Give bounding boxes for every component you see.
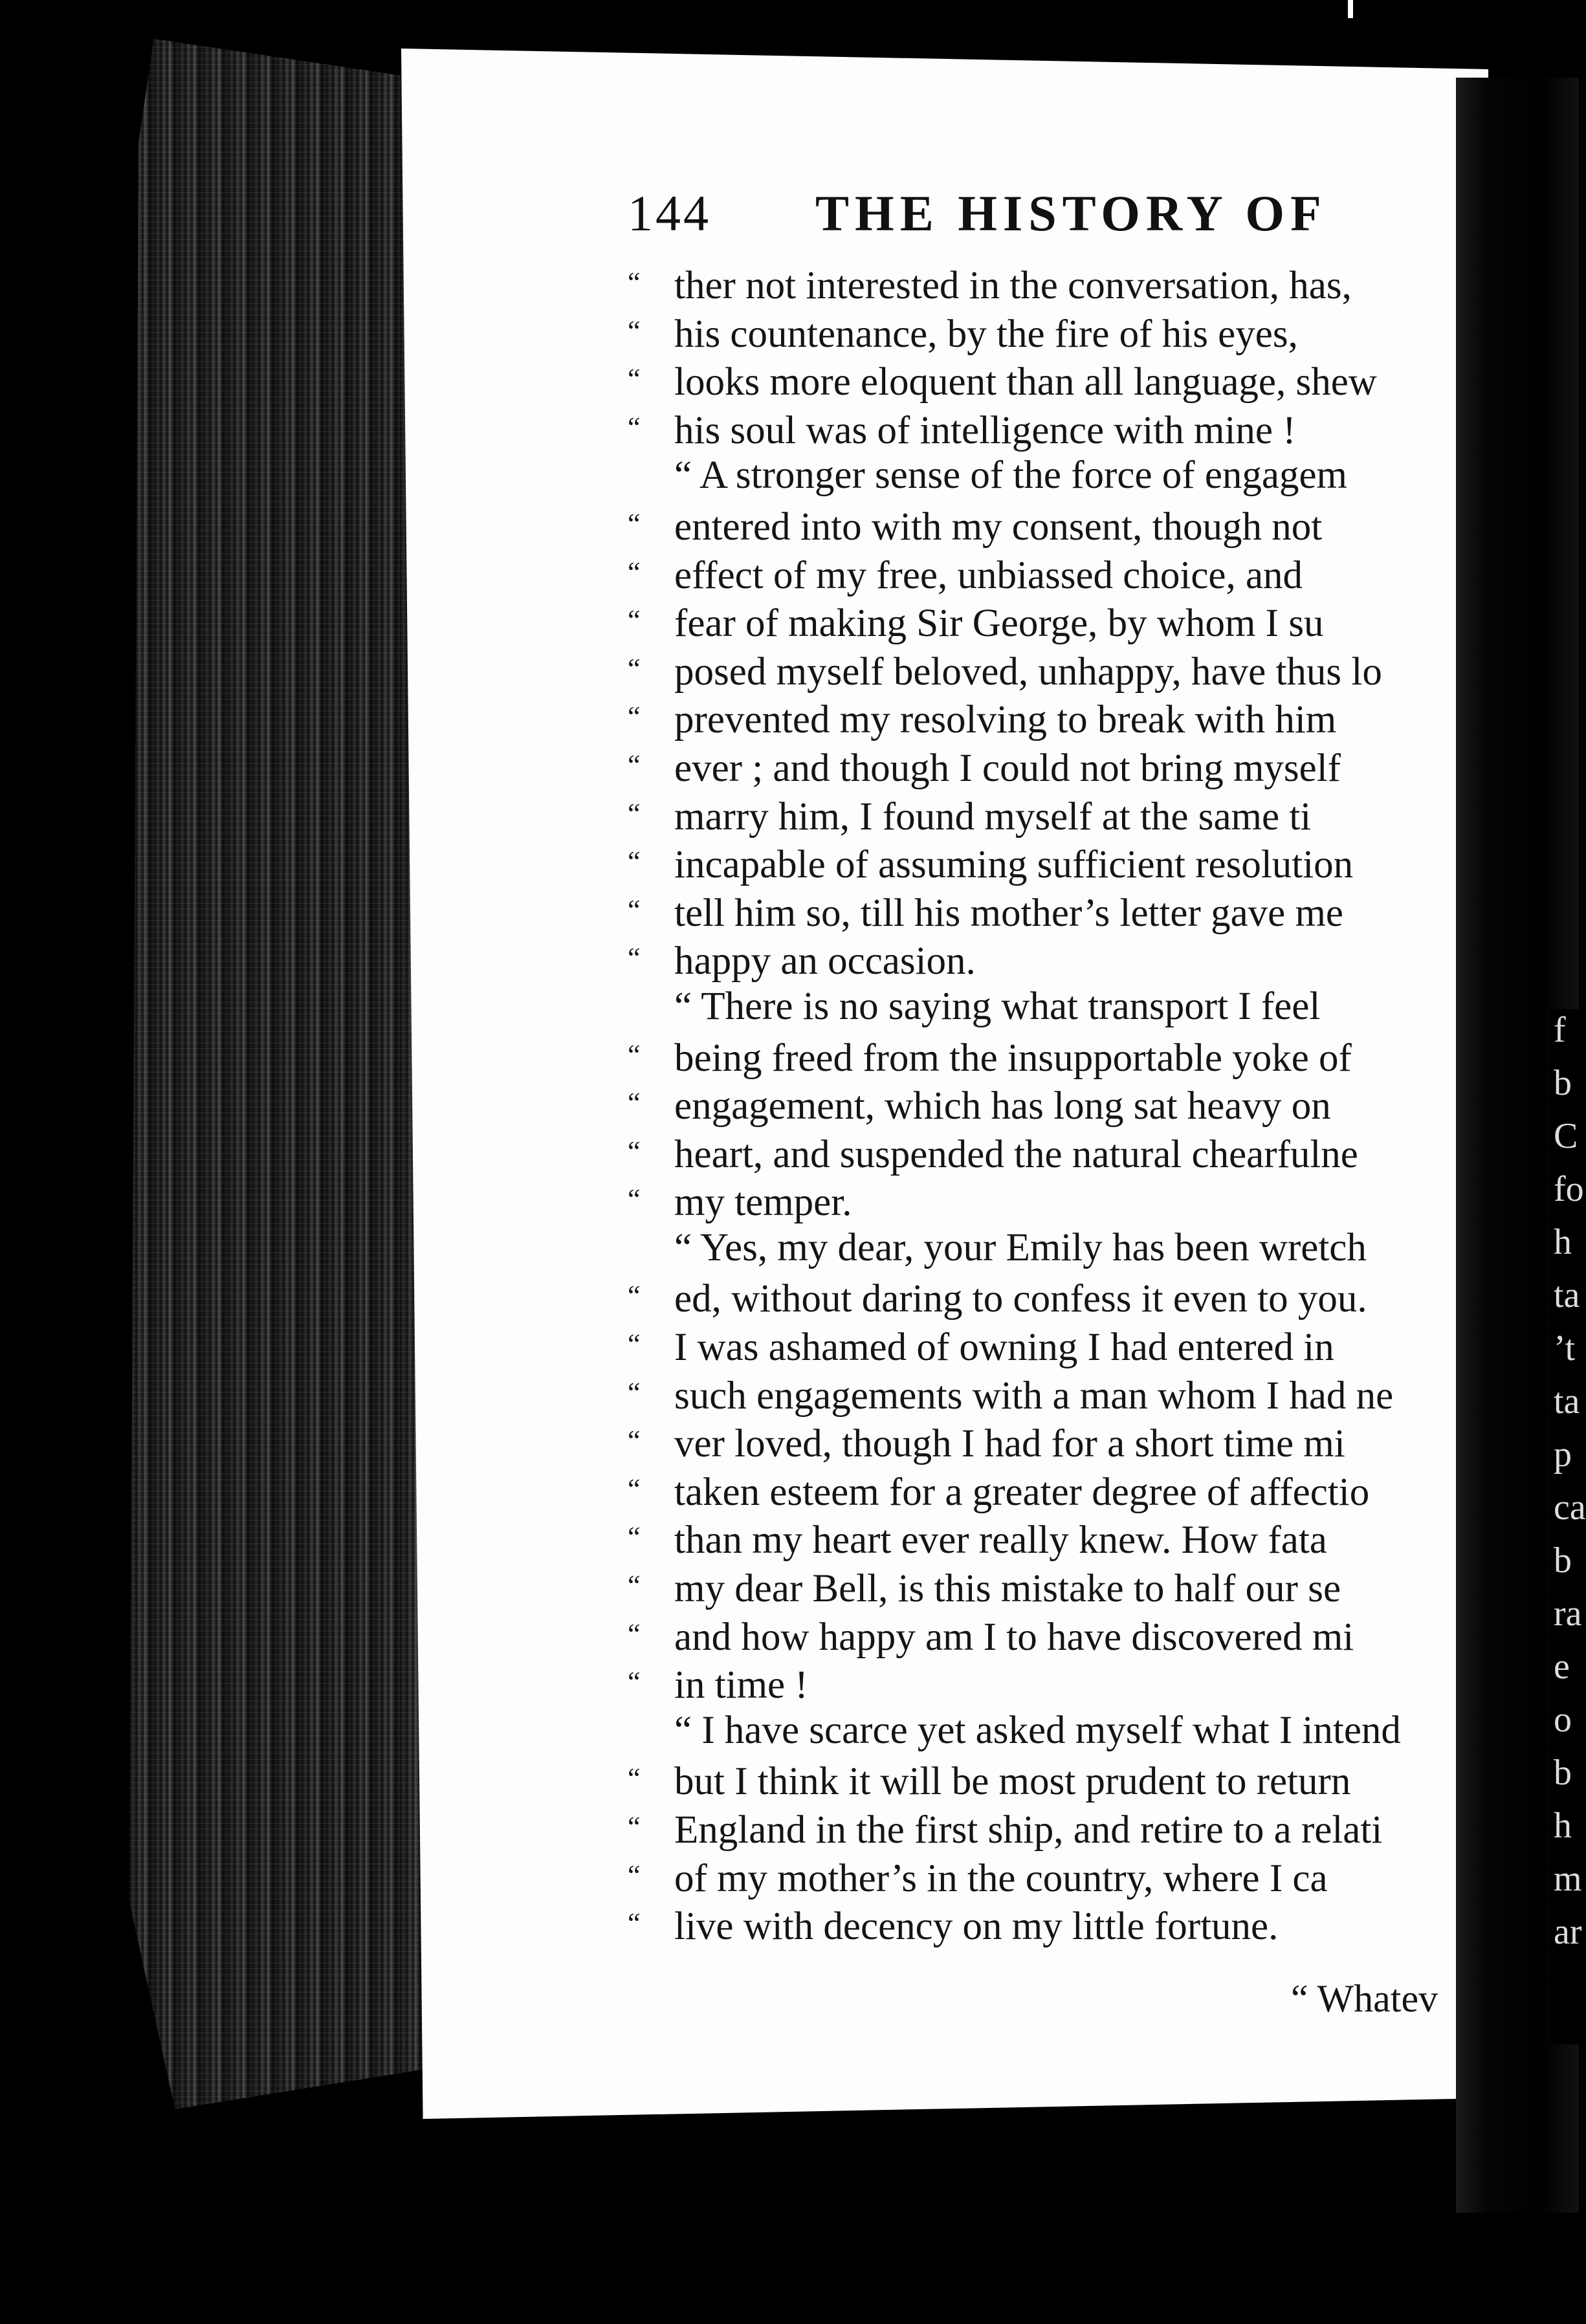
text-line	[628, 1417, 1488, 1465]
facing-fragment: ta	[1554, 1275, 1580, 1315]
text-line	[628, 1176, 1488, 1224]
quote-mark: “	[628, 1907, 641, 1940]
text-line	[628, 1707, 1488, 1755]
quote-mark: “	[628, 1280, 641, 1312]
line-text: of my mother’s in the country, where I ca	[674, 1856, 1328, 1900]
text-line	[628, 1852, 1488, 1900]
text-line	[628, 645, 1488, 694]
text-line	[628, 790, 1488, 839]
facing-fragment: m	[1554, 1859, 1582, 1899]
text-line	[628, 934, 1488, 983]
facing-fragment: C	[1554, 1116, 1578, 1156]
line-text: in time !	[674, 1663, 808, 1707]
line-text: effect of my free, unbiassed choice, and	[674, 553, 1303, 597]
line-text: such engagements with a man whom I had ne	[674, 1374, 1394, 1418]
text-line	[628, 1128, 1488, 1176]
line-text: heart, and suspended the natural chearfulne	[674, 1132, 1358, 1176]
line-text: taken esteem for a greater degree of affectio	[674, 1470, 1370, 1514]
text-line	[628, 1755, 1488, 1803]
text-line	[628, 1079, 1488, 1128]
text-line	[628, 1224, 1488, 1273]
facing-fragment: o	[1554, 1700, 1572, 1740]
line-text: “ Yes, my dear, your Emily has been wretch	[674, 1225, 1367, 1269]
line-text: England in the first ship, and retire to a relati	[674, 1808, 1383, 1852]
facing-fragment: f	[1554, 1010, 1566, 1050]
facing-fragment: h	[1554, 1222, 1572, 1262]
line-text: his countenance, by the fire of his eyes,	[674, 312, 1298, 356]
text-line	[628, 1803, 1488, 1852]
line-text: live with decency on my little fortune.	[674, 1905, 1279, 1949]
line-text: “ There is no saying what transport I feel	[674, 984, 1321, 1028]
line-text: his soul was of intelligence with mine !	[674, 408, 1296, 452]
line-text: posed myself beloved, unhappy, have thus lo	[674, 650, 1382, 694]
text-line	[628, 500, 1488, 549]
line-text: prevented my resolving to break with him	[674, 698, 1337, 742]
page-edges	[129, 39, 434, 2109]
quote-mark: “	[628, 556, 641, 588]
line-text: than my heart ever really knew. How fata	[674, 1518, 1327, 1562]
line-text: “ A stronger sense of the force of engagem	[674, 454, 1348, 498]
quote-mark: “	[628, 942, 641, 974]
facing-page-edge	[1550, 1009, 1586, 2044]
line-text: but I think it will be most prudent to return	[674, 1760, 1351, 1804]
quote-mark: “	[628, 701, 641, 733]
facing-fragment: e	[1554, 1647, 1570, 1687]
line-text: tell him so, till his mother’s letter gave me	[674, 891, 1343, 935]
quote-mark: “	[628, 1617, 641, 1650]
line-text: looks more eloquent than all language, shew	[674, 360, 1377, 404]
running-title: THE HISTORY OF	[815, 185, 1327, 241]
scan-speck	[1348, 0, 1353, 18]
line-text: I was ashamed of owning I had entered in	[674, 1326, 1334, 1370]
line-text: happy an occasion.	[674, 939, 976, 983]
facing-fragment: ra	[1554, 1594, 1582, 1634]
facing-fragment: ta	[1554, 1381, 1580, 1421]
quote-mark: “	[628, 604, 641, 637]
text-line	[628, 452, 1488, 500]
text-line	[628, 1031, 1488, 1080]
facing-fragment: h	[1554, 1806, 1572, 1846]
text-line	[628, 1272, 1488, 1321]
facing-fragment: b	[1554, 1540, 1572, 1581]
quote-mark: “	[628, 1038, 641, 1071]
line-text: incapable of assuming sufficient resolution	[674, 843, 1354, 887]
text-line	[628, 549, 1488, 597]
text-line	[628, 1610, 1488, 1659]
line-text: my temper.	[674, 1181, 852, 1225]
page-number: 144	[628, 185, 711, 241]
quote-mark: “	[628, 411, 641, 443]
catchword: “ Whatev	[1291, 1977, 1438, 2020]
text-line	[628, 1465, 1488, 1514]
text-line	[628, 1321, 1488, 1369]
quote-mark: “	[628, 267, 641, 298]
quote-mark: “	[628, 893, 641, 926]
quote-mark: “	[628, 1473, 641, 1505]
line-text: engagement, which has long sat heavy on	[674, 1084, 1331, 1128]
line-text: marry him, I found myself at the same ti	[674, 795, 1312, 839]
line-text: and how happy am I to have discovered mi	[674, 1615, 1354, 1659]
text-line	[628, 1513, 1488, 1562]
quote-mark: “	[628, 1521, 641, 1553]
text-line	[628, 1900, 1488, 1948]
quote-mark: “	[628, 314, 641, 347]
line-text: ver loved, though I had for a short time mi	[674, 1422, 1345, 1466]
quote-mark: “	[628, 749, 641, 781]
quote-mark: “	[628, 1087, 641, 1119]
text-line	[628, 838, 1488, 886]
text-line	[628, 597, 1488, 645]
quote-mark: “	[628, 1859, 641, 1891]
quote-mark: “	[628, 1762, 641, 1795]
body-text	[628, 259, 1488, 2070]
quote-mark: “	[628, 1183, 641, 1216]
text-line	[628, 404, 1488, 452]
text-line	[628, 259, 1488, 307]
line-text: ed, without daring to confess it even to you.	[674, 1277, 1367, 1321]
quote-mark: “	[628, 1570, 641, 1602]
facing-fragment: ca	[1554, 1487, 1586, 1528]
text-line	[628, 1562, 1488, 1610]
running-head	[628, 184, 1469, 256]
quote-mark: “	[628, 1425, 641, 1457]
line-text: fear of making Sir George, by whom I su	[674, 602, 1324, 646]
text-line	[628, 307, 1488, 356]
facing-fragment: b	[1554, 1063, 1572, 1103]
facing-fragment: ar	[1554, 1912, 1582, 1952]
quote-mark: “	[628, 1811, 641, 1843]
text-line	[628, 355, 1488, 404]
quote-mark: “	[628, 797, 641, 829]
text-line	[628, 741, 1488, 790]
quote-mark: “	[628, 363, 641, 395]
facing-fragment: fo	[1554, 1169, 1584, 1209]
quote-mark: “	[628, 1376, 641, 1409]
line-text: ther not interested in the conversation, has,	[674, 264, 1352, 307]
line-text: being freed from the insupportable yoke of	[674, 1036, 1352, 1080]
quote-mark: “	[628, 1135, 641, 1167]
facing-fragment: ’t	[1554, 1328, 1576, 1368]
line-text: ever ; and though I could not bring myself	[674, 746, 1341, 790]
quote-mark: “	[628, 507, 641, 540]
line-text: “ I have scarce yet asked myself what I intend	[674, 1708, 1401, 1752]
line-text: entered into with my consent, though not	[674, 505, 1323, 549]
facing-fragment: b	[1554, 1753, 1572, 1793]
text-line	[628, 693, 1488, 741]
text-line	[628, 983, 1488, 1031]
quote-mark: “	[628, 846, 641, 878]
text-line	[628, 1658, 1488, 1707]
quote-mark: “	[628, 1666, 641, 1698]
quote-mark: “	[628, 652, 641, 685]
text-line	[628, 1369, 1488, 1418]
quote-mark: “	[628, 1328, 641, 1361]
facing-fragment: p	[1554, 1434, 1572, 1474]
text-line	[628, 886, 1488, 935]
line-text: my dear Bell, is this mistake to half our se	[674, 1567, 1341, 1611]
